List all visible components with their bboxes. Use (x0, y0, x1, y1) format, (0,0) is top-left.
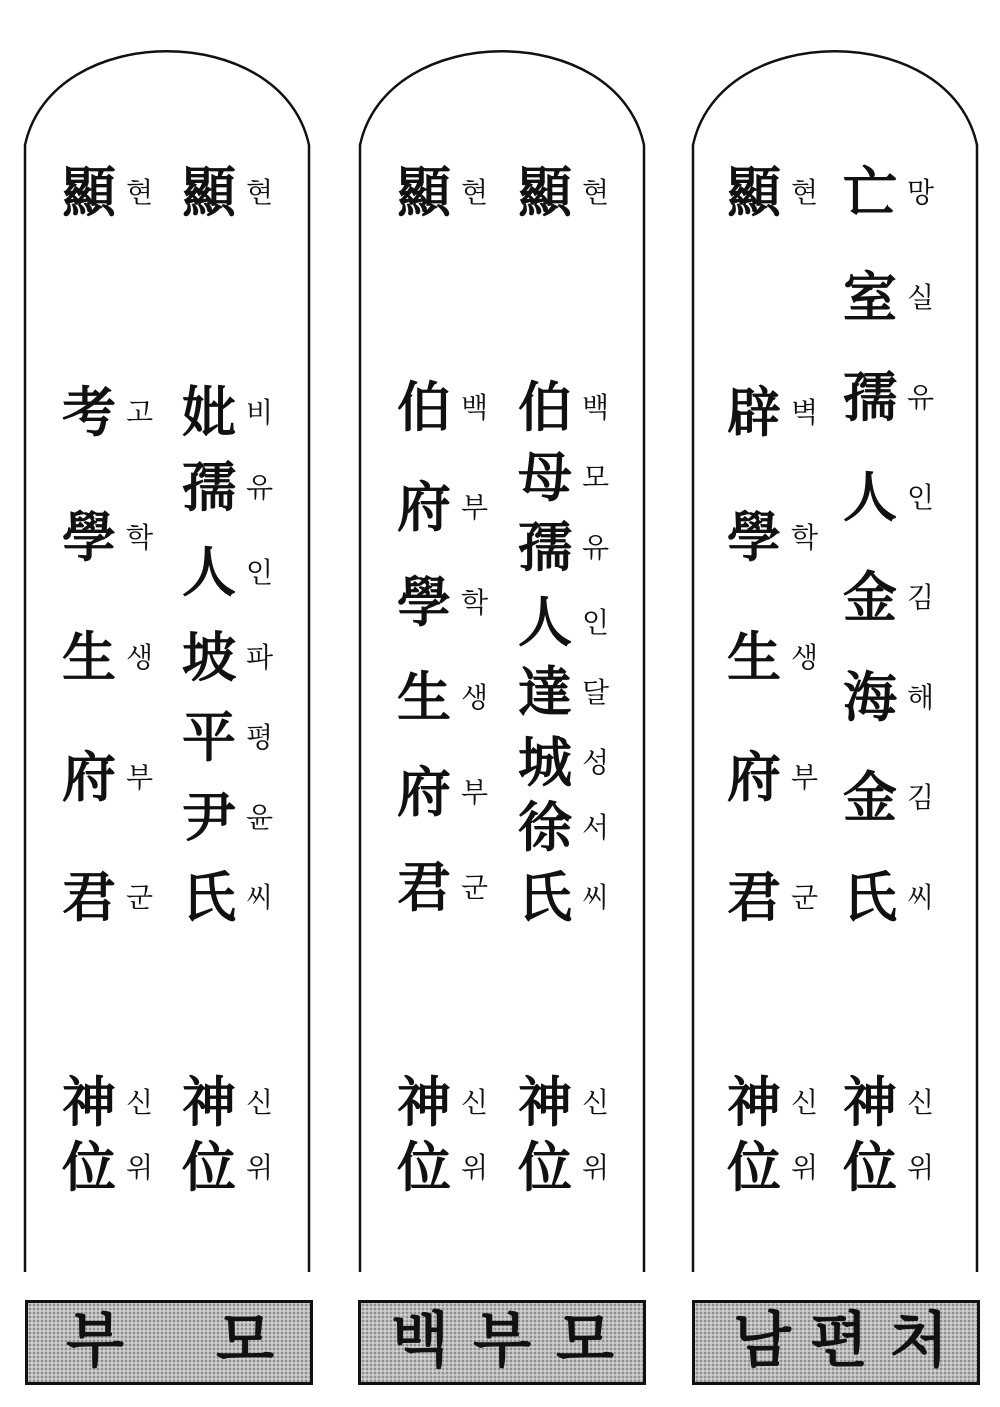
hanja-char: 母 (518, 445, 572, 509)
hanja-char: 府 (62, 745, 116, 809)
hangul-reading: 백 (461, 391, 489, 424)
hanja-char: 城 (518, 730, 572, 794)
hangul-reading: 현 (791, 176, 819, 209)
hanja-char: 考 (62, 380, 116, 444)
hangul-reading: 백 (582, 391, 610, 424)
hanja-char: 神 (843, 1070, 897, 1134)
label-char: 부 (66, 1306, 124, 1376)
hanja-char: 位 (182, 1135, 236, 1199)
hangul-reading: 김 (907, 781, 935, 814)
hanja-char: 生 (62, 625, 116, 689)
hanja-char: 人 (843, 465, 897, 529)
hanja-char: 人 (518, 590, 572, 654)
hanja-char: 神 (727, 1070, 781, 1134)
hanja-char: 伯 (397, 375, 451, 439)
hangul-reading: 씨 (582, 881, 610, 914)
hanja-char: 氏 (843, 865, 897, 929)
hangul-reading: 모 (582, 461, 610, 494)
hanja-char: 顯 (182, 160, 236, 224)
hangul-reading: 학 (461, 586, 489, 619)
hanja-char: 妣 (182, 380, 236, 444)
hangul-reading: 위 (246, 1151, 274, 1184)
hanja-char: 學 (727, 505, 781, 569)
hanja-char: 顯 (727, 160, 781, 224)
hangul-reading: 인 (582, 606, 610, 639)
hangul-reading: 달 (582, 676, 610, 709)
hanja-char: 府 (397, 760, 451, 824)
label-char: 처 (890, 1306, 948, 1376)
hangul-reading: 인 (246, 556, 274, 589)
hangul-reading: 신 (246, 1086, 274, 1119)
hangul-reading: 위 (907, 1151, 935, 1184)
hangul-reading: 부 (461, 776, 489, 809)
hanja-char: 位 (727, 1135, 781, 1199)
hanja-char: 君 (62, 865, 116, 929)
label-char: 모 (556, 1306, 614, 1376)
hanja-char: 尹 (182, 785, 236, 849)
hanja-char: 位 (62, 1135, 116, 1199)
hanja-char: 神 (397, 1070, 451, 1134)
hanja-char: 氏 (518, 865, 572, 929)
hangul-reading: 군 (126, 881, 154, 914)
label-char: 모 (216, 1306, 274, 1376)
hanja-char: 孺 (843, 365, 897, 429)
hanja-char: 位 (843, 1135, 897, 1199)
hangul-reading: 군 (461, 871, 489, 904)
hangul-reading: 윤 (246, 801, 274, 834)
hangul-reading: 유 (907, 381, 935, 414)
label-char: 부 (473, 1306, 531, 1376)
hanja-char: 氏 (182, 865, 236, 929)
hanja-char: 伯 (518, 375, 572, 439)
hangul-reading: 서 (582, 811, 610, 844)
hangul-reading: 평 (246, 721, 274, 754)
hangul-reading: 현 (461, 176, 489, 209)
hangul-reading: 생 (126, 641, 154, 674)
hanja-char: 生 (727, 625, 781, 689)
hangul-reading: 위 (461, 1151, 489, 1184)
hanja-char: 位 (397, 1135, 451, 1199)
hanja-char: 顯 (62, 160, 116, 224)
hanja-char: 達 (518, 660, 572, 724)
hangul-reading: 위 (582, 1151, 610, 1184)
hangul-reading: 현 (126, 176, 154, 209)
hanja-char: 府 (397, 475, 451, 539)
hangul-reading: 생 (791, 641, 819, 674)
hangul-reading: 실 (907, 281, 935, 314)
hanja-char: 孺 (518, 515, 572, 579)
hanja-char: 君 (727, 865, 781, 929)
hangul-reading: 부 (791, 761, 819, 794)
hangul-reading: 비 (246, 396, 274, 429)
hanja-char: 君 (397, 855, 451, 919)
hanja-char: 神 (182, 1070, 236, 1134)
hangul-reading: 씨 (907, 881, 935, 914)
hangul-reading: 신 (791, 1086, 819, 1119)
label-husband-wife (692, 1300, 980, 1385)
hanja-char: 海 (843, 665, 897, 729)
hangul-reading: 학 (791, 521, 819, 554)
hangul-reading: 신 (461, 1086, 489, 1119)
hanja-char: 學 (62, 505, 116, 569)
hangul-reading: 위 (126, 1151, 154, 1184)
hanja-char: 學 (397, 570, 451, 634)
label-uncle-aunt (358, 1300, 646, 1385)
hanja-char: 顯 (397, 160, 451, 224)
hangul-reading: 성 (582, 746, 610, 779)
hangul-reading: 부 (461, 491, 489, 524)
hangul-reading: 부 (126, 761, 154, 794)
hangul-reading: 신 (907, 1086, 935, 1119)
hanja-char: 人 (182, 540, 236, 604)
hangul-reading: 위 (791, 1151, 819, 1184)
hanja-char: 神 (518, 1070, 572, 1134)
hangul-reading: 고 (126, 396, 154, 429)
hangul-reading: 현 (582, 176, 610, 209)
hangul-reading: 김 (907, 581, 935, 614)
hanja-char: 生 (397, 665, 451, 729)
label-parents (25, 1300, 313, 1385)
hanja-char: 顯 (518, 160, 572, 224)
hangul-reading: 유 (246, 471, 274, 504)
hanja-char: 神 (62, 1070, 116, 1134)
hangul-reading: 인 (907, 481, 935, 514)
hangul-reading: 신 (582, 1086, 610, 1119)
hanja-char: 亡 (843, 160, 897, 224)
hanja-char: 辟 (727, 380, 781, 444)
hanja-char: 金 (843, 565, 897, 629)
hanja-char: 金 (843, 765, 897, 829)
hangul-reading: 벽 (791, 396, 819, 429)
hangul-reading: 망 (907, 176, 935, 209)
hanja-char: 平 (182, 705, 236, 769)
hanja-char: 孺 (182, 455, 236, 519)
hanja-char: 室 (843, 265, 897, 329)
label-char: 백 (391, 1306, 449, 1376)
hangul-reading: 현 (246, 176, 274, 209)
hangul-reading: 유 (582, 531, 610, 564)
hangul-reading: 학 (126, 521, 154, 554)
hanja-char: 位 (518, 1135, 572, 1199)
label-char: 남 (733, 1306, 791, 1376)
hanja-char: 徐 (518, 795, 572, 859)
hangul-reading: 파 (246, 641, 274, 674)
hanja-char: 坡 (182, 625, 236, 689)
hangul-reading: 생 (461, 681, 489, 714)
label-char: 편 (810, 1306, 868, 1376)
hangul-reading: 신 (126, 1086, 154, 1119)
hangul-reading: 씨 (246, 881, 274, 914)
hangul-reading: 군 (791, 881, 819, 914)
hanja-char: 府 (727, 745, 781, 809)
hangul-reading: 해 (907, 681, 935, 714)
